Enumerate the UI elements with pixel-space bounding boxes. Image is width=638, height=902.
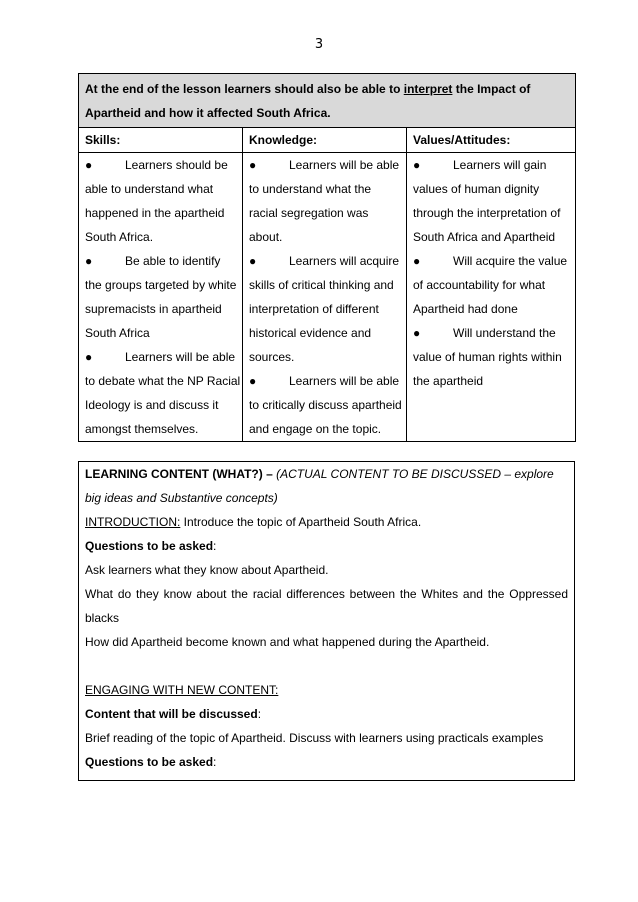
bullet-icon: ● [85, 254, 93, 268]
learning-content-heading: LEARNING CONTENT (WHAT?) – (ACTUAL CONTENT TO BE DISCUSSED – explore big ideas and Substantive concepts) [85, 467, 554, 505]
skills-b1-line: South Africa. [85, 230, 154, 244]
knowledge-b1-first-line: ● Learners will be able [249, 153, 400, 177]
values-b3-line: value of human rights within [413, 350, 562, 364]
page-number: 3 [314, 37, 324, 52]
knowledge-heading: Knowledge: [243, 128, 407, 153]
learning-content-cell [79, 462, 575, 781]
interpret-keyword: interpret [403, 82, 453, 96]
questions-label-2: Questions to be asked: [85, 755, 217, 769]
values-cell [407, 153, 576, 442]
skills-b3-line: Ideology is and discuss it [85, 398, 219, 412]
skills-b1-line: happened in the apartheid [85, 206, 225, 220]
bullet-icon: ● [249, 158, 257, 172]
knowledge-b3-first-line: ● Learners will be able [249, 369, 400, 393]
knowledge-b1-line: about. [249, 230, 283, 244]
engaging-label: ENGAGING WITH NEW CONTENT: [85, 683, 279, 697]
knowledge-b2-line: sources. [249, 350, 295, 364]
knowledge-cell [243, 153, 407, 442]
bullet-icon: ● [413, 158, 421, 172]
introduction-line: INTRODUCTION: Introduce the topic of Apartheid South Africa. [85, 515, 422, 529]
values-b1-first-line: ● Learners will gain [413, 153, 569, 177]
bullet-icon: ● [249, 374, 257, 388]
bullet-icon: ● [249, 254, 257, 268]
questions-label: Questions to be asked: [85, 539, 217, 553]
skills-b2-line: the groups targeted by white [85, 278, 237, 292]
values-b3-line: the apartheid [413, 374, 484, 388]
skills-b1-line: able to understand what [85, 182, 214, 196]
content-discussed-text: Brief reading of the topic of Apartheid. Discuss with learners using practicals examples [85, 731, 544, 745]
bullet-icon: ● [85, 158, 93, 172]
skills-b2-line: supremacists in apartheid [85, 302, 222, 316]
bullet-icon: ● [413, 254, 421, 268]
learning-content-table [78, 461, 575, 781]
values-b1-line: through the interpretation of [413, 206, 561, 220]
content-discussed-label: Content that will be discussed: [85, 707, 262, 721]
knowledge-b1-line: racial segregation was [249, 206, 369, 220]
knowledge-b2-line: historical evidence and [249, 326, 372, 340]
objectives-intro: At the end of the lesson learners should also be able to interpret the Impact of Apartheid and how it affected South Africa. [79, 74, 576, 128]
values-b2-line: of accountability for what [413, 278, 546, 292]
skills-heading: Skills: [79, 128, 243, 153]
skills-b3-first-line: ● Learners will be able [85, 345, 236, 369]
bullet-icon: ● [413, 326, 421, 340]
objectives-table [78, 73, 576, 442]
knowledge-b3-line: and engage on the topic. [249, 422, 382, 436]
values-b1-line: values of human dignity [413, 182, 540, 196]
skills-b3-line: amongst themselves. [85, 422, 199, 436]
knowledge-b2-line: interpretation of different [249, 302, 379, 316]
skills-b2-line: South Africa [85, 326, 150, 340]
values-b2-line: Apartheid had done [413, 302, 518, 316]
bullet-icon: ● [85, 350, 93, 364]
values-b1-line: South Africa and Apartheid [413, 230, 556, 244]
skills-b1-first-line: ● Learners should be [85, 153, 236, 177]
question-3: How did Apartheid become known and what happened during the Apartheid. [85, 635, 490, 649]
skills-b3-line: to debate what the NP Racial [85, 374, 241, 388]
values-b3-first-line: ● Will understand the [413, 321, 569, 345]
knowledge-b2-first-line: ● Learners will acquire [249, 249, 400, 273]
skills-b2-first-line: ● Be able to identify [85, 249, 236, 273]
question-1: Ask learners what they know about Apartheid. [85, 563, 329, 577]
knowledge-b1-line: to understand what the [249, 182, 372, 196]
skills-cell [79, 153, 243, 442]
values-heading: Values/Attitudes: [407, 128, 576, 153]
knowledge-b2-line: skills of critical thinking and [249, 278, 394, 292]
values-b2-first-line: ● Will acquire the value [413, 249, 569, 273]
spacer [85, 654, 568, 678]
question-2: What do they know about the racial differences between the Whites and the Oppressed blacks [85, 587, 568, 625]
knowledge-b3-line: to critically discuss apartheid [249, 398, 402, 412]
